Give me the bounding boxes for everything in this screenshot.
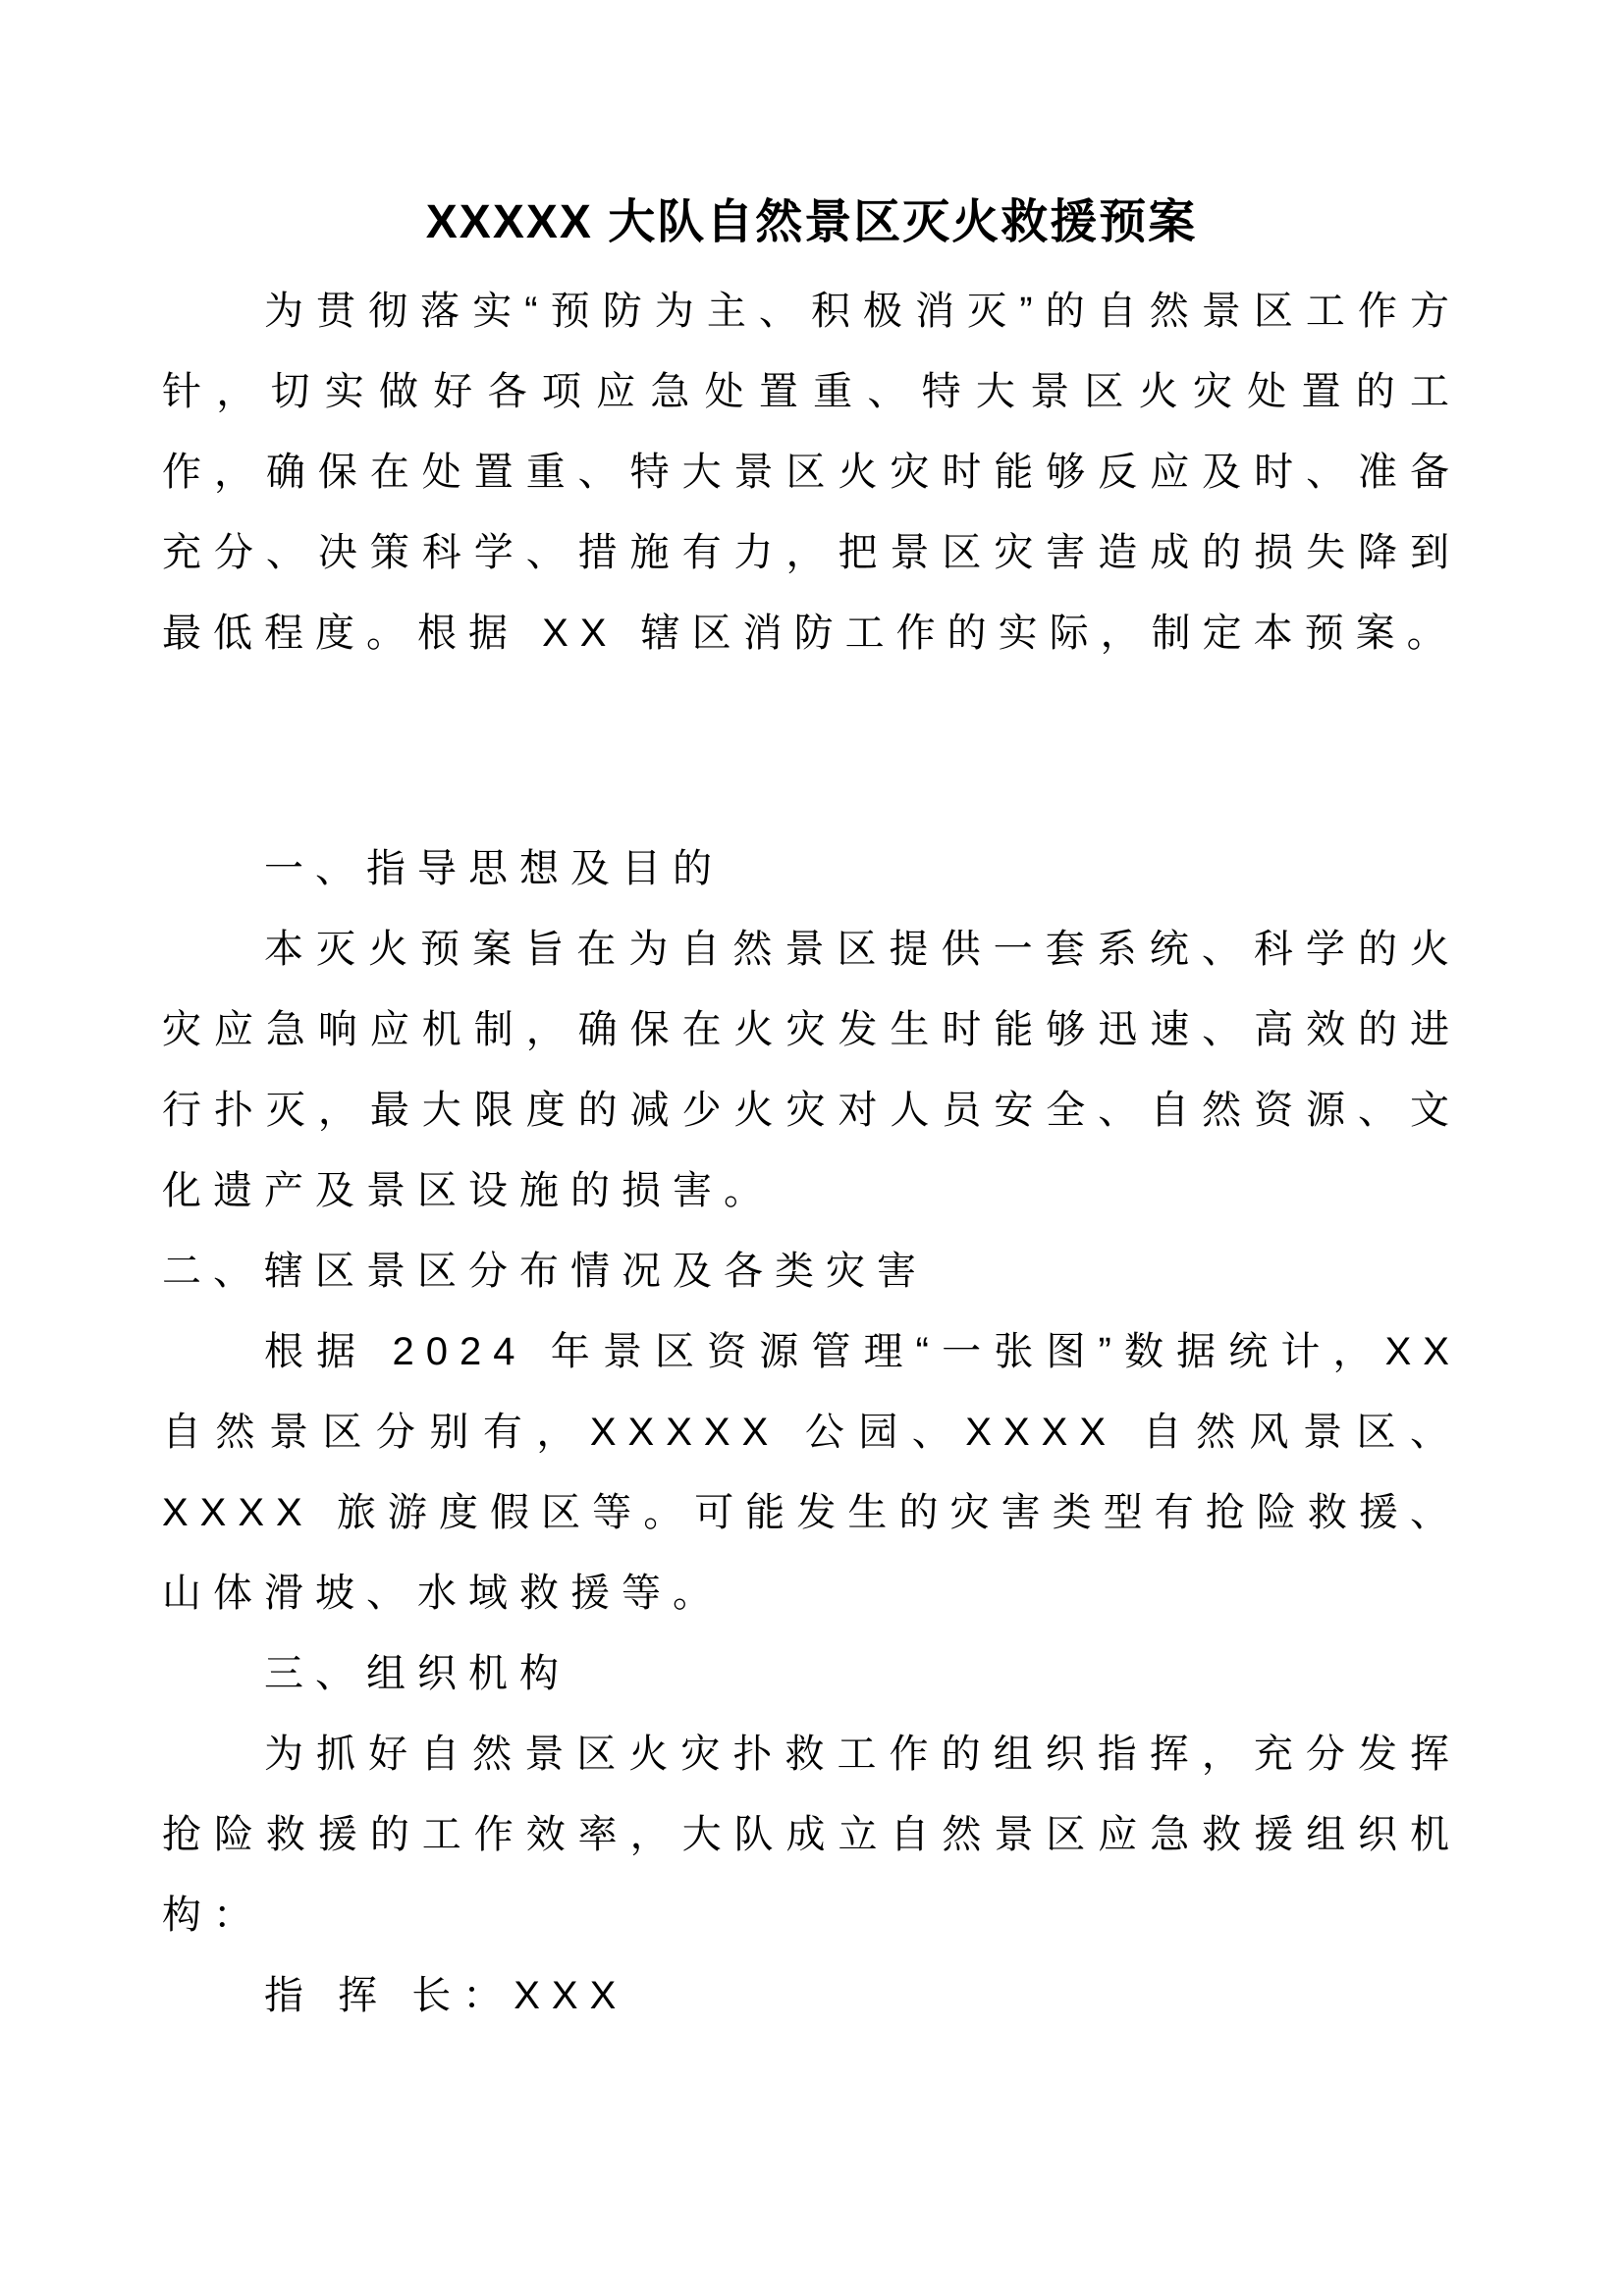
section-heading-2: 二、辖区景区分布情况及各类灾害 xyxy=(162,1250,928,1293)
section-heading-3: 三、组织机构 xyxy=(264,1652,570,1695)
intro-paragraph: 为贯彻落实“预防为主、积极消灭”的自然景区工作方针，切实做好各项应急处置重、特大景区火灾处置的工作，确保在处置重、特大景区火灾时能够反应及时、准备充分、决策科学、措施有力，把景区灾害造成的损失降到最低程度。根据 XX 辖区消防工作的实际，制定本预案。 xyxy=(162,290,1461,655)
section-1-paragraph: 本灭火预案旨在为自然景区提供一套系统、科学的火灾应急响应机制，确保在火灾发生时能够迅速、高效的进行扑灭，最大限度的减少火灾对人员安全、自然资源、文化遗产及景区设施的损害。 xyxy=(162,928,1461,1212)
commander-line: 指 挥 长：XXX xyxy=(264,1974,628,2017)
section-3-paragraph: 为抓好自然景区火灾扑救工作的组织指挥，充分发挥抢险救援的工作效率，大队成立自然景区应急救援组织机构： xyxy=(162,1733,1461,1937)
document-title: XXXXX 大队自然景区灭火救援预案 xyxy=(425,196,1198,248)
section-heading-1: 一、指导思想及目的 xyxy=(264,847,724,890)
blank-line xyxy=(162,673,1461,828)
section-2-paragraph: 根据 2024 年景区资源管理“一张图”数据统计，XX 自然景区分别有，XXXXX 公园、XXXX 自然风景区、XXXX 旅游度假区等。可能发生的灾害类型有抢险救援、山体滑坡、水域救援等。 xyxy=(162,1330,1461,1615)
